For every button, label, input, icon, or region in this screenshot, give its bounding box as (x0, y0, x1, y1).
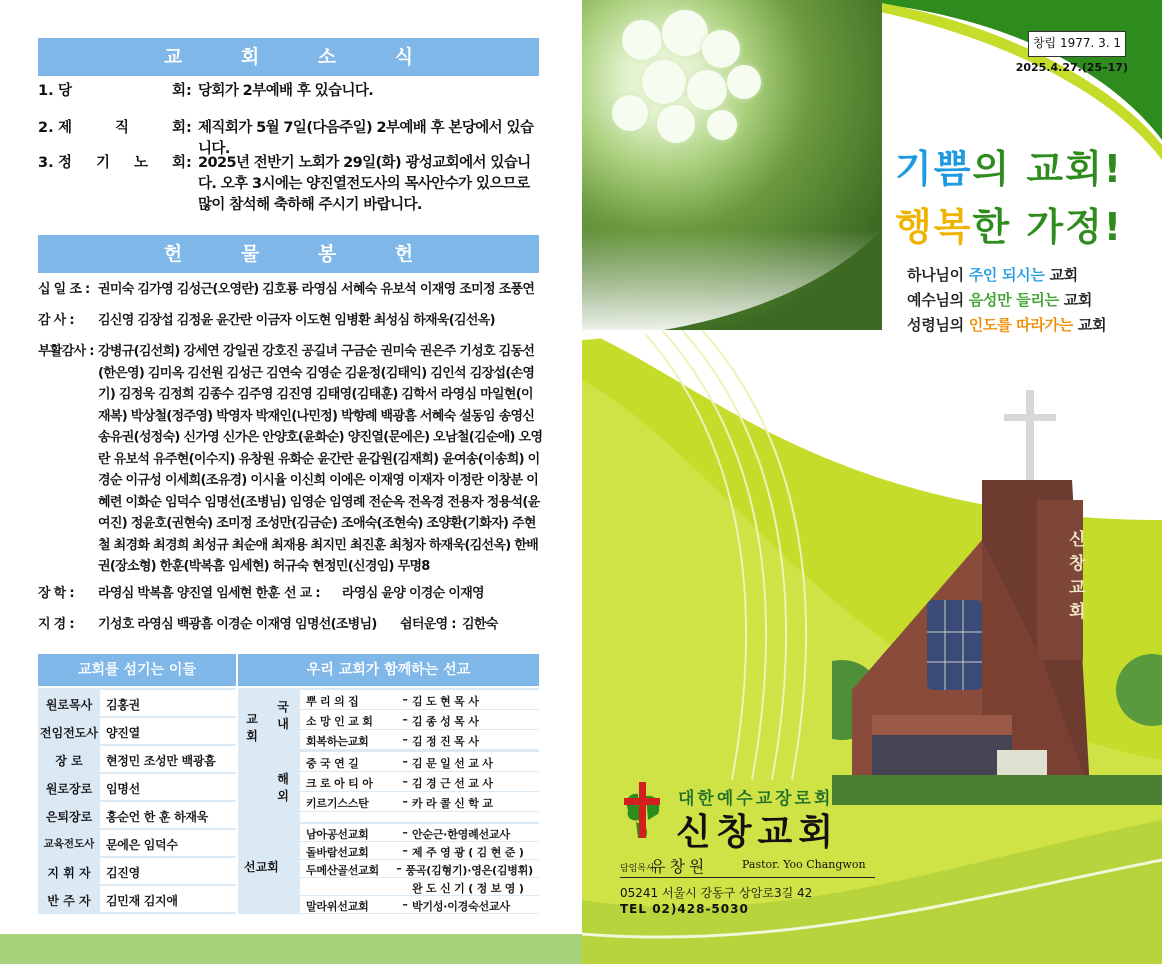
mission-category-domestic (268, 690, 298, 748)
news-heading (58, 118, 186, 139)
staff-role: 은퇴장로 (45, 810, 93, 824)
mission-category-label: 해 외 (277, 772, 289, 803)
news-body: 제직회가 5월 7일(다음주일) 2부예배 후 본당에서 있습니다. (198, 120, 534, 157)
staff-role: 원로장로 (45, 782, 93, 796)
slogan-highlight: 기쁨 (895, 147, 973, 191)
mission-desc: 김 문 일 선 교 사 (412, 757, 493, 770)
news-heading-char: 기 (95, 155, 110, 171)
staff-row (38, 830, 236, 857)
mission-name: 소 망 인 교 회 (306, 715, 373, 728)
mission-name: 중 국 연 길 (306, 757, 359, 770)
news-heading-char: 제 (58, 120, 73, 136)
motto-text: 하나님이 (907, 266, 969, 284)
news-heading-char: 정 (58, 155, 73, 171)
mission-dash: – (402, 755, 408, 768)
staff-role: 전임전도사 (40, 726, 98, 740)
mission-category-groups (238, 824, 298, 912)
mission-row (300, 824, 539, 841)
mission-name: 돌바람선교회 (306, 846, 369, 859)
mission-name: 남아공선교회 (306, 828, 369, 841)
mission-desc: 김 경 근 선 교 사 (412, 777, 493, 790)
news-heading-char: 회 (171, 120, 186, 136)
church-name: 신창교회 (676, 812, 840, 853)
offering-names: 라영심 윤양 이경순 이재영 (342, 586, 484, 601)
bottom-tables (38, 654, 539, 914)
mission-category-label: 선교회 (244, 860, 279, 874)
mission-row (300, 690, 539, 709)
news-heading (58, 153, 186, 174)
slogan-happiness (895, 196, 1123, 251)
staff-row (38, 802, 236, 829)
founded-badge: 창립 1977. 3. 1 (1028, 31, 1126, 57)
mission-category-church (238, 690, 266, 822)
mission-desc: 완 도 신 기 ( 정 보 영 ) (412, 882, 524, 895)
mission-dash: – (402, 693, 408, 706)
mission-table (238, 688, 539, 914)
news-number: 1. (38, 83, 54, 99)
motto-line-2 (907, 289, 1092, 310)
offering-label: 쉼터운영 : (400, 617, 456, 632)
news-item-1 (38, 81, 543, 103)
staff-role: 교육전도사 (43, 838, 95, 850)
mission-desc: 김 도 현 목 사 (412, 695, 479, 708)
right-panel (582, 0, 1162, 964)
news-colon: : (186, 83, 192, 99)
mission-desc: 풍곡(김형기)·영은(김병휘) (405, 864, 533, 877)
mission-row (300, 772, 539, 791)
staff-role: 반 주 자 (47, 894, 91, 908)
motto-highlight: 주인 되시는 (968, 266, 1045, 284)
staff-name: 김민재 김지애 (100, 886, 236, 912)
staff-name: 양진열 (100, 718, 236, 744)
mission-name (306, 880, 398, 895)
staff-name: 김홍권 (100, 690, 236, 716)
slogan-highlight: 행복 (895, 205, 973, 249)
news-number: 2. (38, 120, 54, 136)
staff-role: 장 로 (55, 754, 83, 768)
church-address: 05241 서울시 강동구 상암로3길 42 (620, 886, 813, 900)
mission-dash: – (402, 844, 408, 857)
staff-row (38, 858, 236, 885)
motto-line-1 (907, 264, 1078, 285)
mission-row (300, 812, 539, 822)
news-number: 3. (38, 155, 54, 171)
mission-dash: – (402, 733, 408, 746)
mission-row (300, 842, 539, 859)
motto-text: 교회 (1058, 291, 1093, 309)
mission-desc: 김 정 진 목 사 (412, 735, 479, 748)
staff-table (38, 688, 236, 914)
mission-dash: – (402, 775, 408, 788)
motto-highlight: 음성만 들리는 (968, 291, 1059, 309)
news-heading-char: 회 (171, 155, 186, 171)
offering-label: 장 학 : (38, 586, 74, 601)
motto-line-3 (907, 314, 1106, 335)
mission-desc: 김 종 성 목 사 (412, 715, 479, 728)
staff-role: 원로목사 (45, 698, 93, 712)
mission-row (300, 752, 539, 771)
news-heading (58, 81, 186, 102)
mission-table-title: 우리 교회가 함께하는 선교 (238, 654, 539, 686)
mission-category-label: 교 회 (246, 712, 258, 743)
news-item-3 (38, 153, 543, 219)
pastor-info (620, 854, 875, 878)
mission-dash: – (402, 826, 408, 839)
mission-dash: – (402, 795, 408, 808)
pastor-name: 유창원 (650, 857, 709, 876)
photo-fade (582, 230, 882, 350)
staff-row (38, 886, 236, 913)
mission-name: 말라위선교회 (306, 900, 369, 913)
staff-name: 홍순언 한 훈 하재욱 (100, 802, 236, 828)
motto-text: 성령님의 (907, 316, 969, 334)
church-phone: TEL 02)428-5030 (620, 902, 749, 916)
mission-row (300, 878, 539, 895)
mission-category-label: 국 내 (277, 700, 289, 731)
motto-text: 교회 (1044, 266, 1078, 284)
staff-name: 임명선 (100, 774, 236, 800)
pastor-title: 담임목사 (620, 864, 655, 874)
offering-names: 권미숙 김가영 김성근(오영란) 김호룡 라영심 서혜숙 유보석 이재영 조미정 조풍연 (98, 282, 535, 297)
mission-row (300, 792, 539, 811)
news-colon: : (186, 155, 192, 171)
news-colon: : (186, 120, 192, 136)
news-section-title: 교 회 소 식 (38, 38, 539, 76)
staff-row (38, 774, 236, 801)
motto-text: 예수님의 (907, 291, 969, 309)
staff-row (38, 690, 236, 717)
slogan-text: 의 교회! (972, 147, 1124, 191)
news-body: 2025년 전반기 노회가 29일(화) 광성교회에서 있습니다. 오후 3시에는 양진열전도사의 목사안수가 있으므로 많이 참석해 축하해 주시기 바랍니다. (198, 155, 531, 213)
offering-names: 기성호 라영심 백광흠 이경순 이재영 임명선(조병님) (98, 617, 377, 632)
staff-name: 현정민 조성만 백광흠 (100, 746, 236, 772)
denomination-name: 대한예수교장로회 (678, 789, 834, 809)
mission-dash: – (402, 713, 408, 726)
staff-table-title: 교회를 섬기는 이들 (38, 654, 236, 686)
mission-category-overseas (268, 758, 298, 818)
mission-name: 두메산골선교회 (306, 864, 379, 877)
offering-label: 지 경 : (38, 617, 74, 632)
news-heading-char: 회 (171, 83, 186, 99)
mission-name: 크 로 아 티 아 (306, 777, 373, 790)
mission-row (300, 710, 539, 729)
mission-name: 회복하는교회 (306, 735, 369, 748)
church-building-photo (832, 370, 1162, 830)
mission-desc: 제 주 영 광 ( 김 현 준 ) (412, 846, 524, 859)
mission-row (300, 860, 539, 877)
pastor-name-english: Pastor. Yoo Changwon (742, 858, 866, 871)
staff-name: 김진영 (100, 858, 236, 884)
offering-label: 부활감사 : (38, 344, 94, 359)
offering-names: 라영심 박복흠 양진열 임세현 한훈 (98, 586, 280, 601)
staff-role: 지 휘 자 (47, 866, 91, 880)
church-logo-cross-icon (620, 780, 664, 840)
motto-highlight: 인도를 따라가는 (968, 316, 1073, 334)
staff-name: 문에은 임덕수 (100, 830, 236, 856)
mission-dash: – (396, 862, 402, 875)
mission-name: 키르기스스탄 (306, 797, 369, 810)
church-sign: 신 창 교 회 (1069, 530, 1086, 622)
motto-text: 교회 (1072, 316, 1107, 334)
mission-dash: – (402, 898, 408, 911)
news-item-2 (38, 118, 543, 157)
offering-label: 십 일 조 : (38, 282, 90, 297)
mission-name: 뿌 리 의 집 (306, 695, 359, 708)
news-heading-char: 노 (133, 155, 148, 171)
offering-names: 김한숙 (462, 617, 498, 632)
mission-desc: 박기성·이경숙선교사 (412, 900, 510, 913)
left-footer-band (0, 934, 582, 964)
mission-desc: 안순근·한영례선교사 (412, 828, 510, 841)
issue-date: 2025.4.27.(25–17) (1015, 61, 1128, 74)
mission-row (300, 896, 539, 913)
staff-row (38, 718, 236, 745)
news-heading-char: 직 (114, 120, 129, 136)
mission-desc: 카 라 콜 신 학 교 (412, 797, 493, 810)
offering-label: 감 사 : (38, 313, 74, 328)
slogan-joy (895, 138, 1123, 193)
offering-section-title: 헌 물 봉 헌 (38, 235, 539, 273)
slogan-text: 한 가정! (972, 205, 1124, 249)
news-body: 당회가 2부예배 후 있습니다. (198, 83, 374, 99)
mission-row (300, 730, 539, 749)
staff-row (38, 746, 236, 773)
offering-names: 강병규(김선희) 강세연 강일권 강호진 공길녀 구금순 권미숙 권은주 기성호 김동선(한은영) 김미옥 김선원 김성근 김연숙 김영순 김윤정(김태익) 김인석 김장섭(손영기) 김정욱 김정희 김종수 김주영 김진영 김태영(김태훈) 김학서 라영심 마일현(이재복) 박상철(정주영) 박영자 박재인(나민정) 박향례 백광흠 서혜숙 설동임 송영신 송유권(성정숙) 신가영 신가은 안양호(윤화순) 양진열(문에은) 오남철(김순애) 오영란 유보석 유주현(이수지) 유창원 유화순 윤간란 윤갑원(김재희) 윤여송(이송희) 이경순 이규성 이세희(조유경) 이시율 이신희 이에은 이재영 이재자 이정란 이창분 이혜련 이화순 임덕수 임명선(조병님) 임영순 임영례 전순옥 전옥경 전용자 정용석(윤여진) 정윤호(권현숙) 조미정 조성만(김금순) 조애숙(조현숙) 조양환(기화자) 주현철 최경화 최경희 최성규 최순애 최재용 최지민 최진훈 최청자 하재욱(김선옥) 한배권(장소형) 한훈(박복흠 임세현) 허규숙 현정민(신경임) 무명8 (98, 344, 543, 574)
offering-label: 선 교 : (284, 586, 320, 601)
offering-names: 김신영 김장섭 김정윤 윤간란 이금자 이도현 임병환 최성심 하재욱(김선옥) (98, 313, 495, 328)
news-heading-char: 당 (58, 83, 73, 99)
